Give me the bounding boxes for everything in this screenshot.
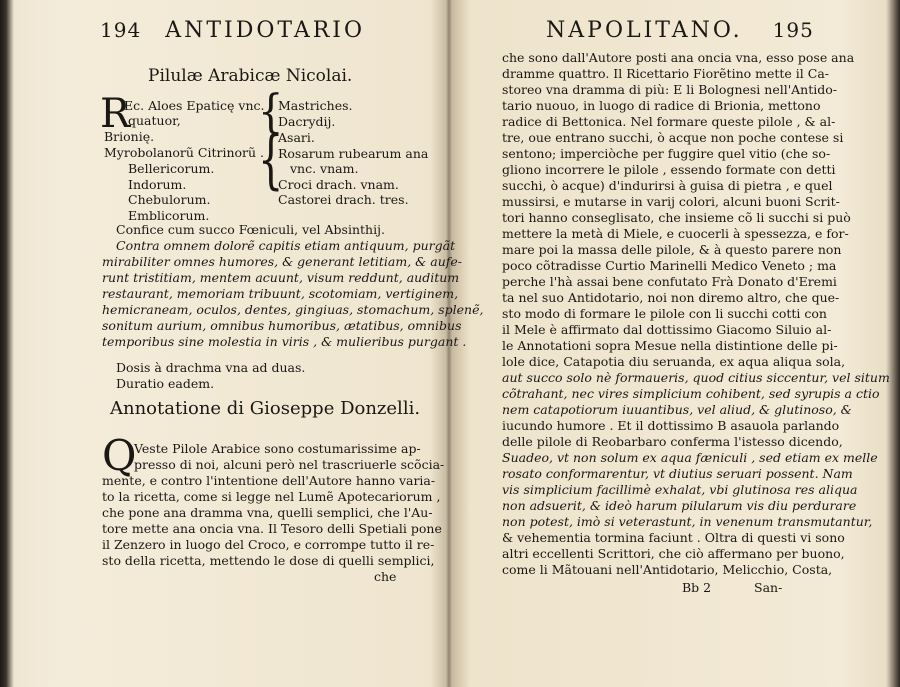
annotation-drop-cap: Q [102, 431, 137, 480]
annotation-line: mente, e contro l'intentione dell'Autore hanno varia- [102, 473, 436, 488]
recipe-right-line: Dacrydij. [278, 114, 336, 129]
left-running-head [100, 18, 365, 43]
body-line: altri eccellenti Scrittori, che ciò affermano per buono, [502, 546, 845, 561]
dosis-line: Dosis à drachma vna ad duas. [116, 360, 306, 375]
body-line: tori hanno conseglisato, che insieme cõ li succhi si può [502, 210, 851, 225]
duratio-line: Duratio eadem. [116, 376, 215, 391]
right-page [450, 0, 900, 687]
body-line-italic: cõtrahant, nec vires simplicium cohibent, sed syrupis a ctio [502, 386, 880, 401]
body-line: perche l'hà assai bene confutato Frà Donato d'Eremi [502, 274, 837, 289]
body-line: iucundo humore . Et il dottissimo B asauola parlando [502, 418, 840, 433]
body-line: sentono; imperciòche per fuggire quel vitio (che so- [502, 146, 831, 161]
left-catchword: che [374, 569, 397, 584]
body-line: storeo vna dramma di più: E li Bolognesi nell'Antido- [502, 82, 838, 97]
confice-line: Confice cum succo Fœniculi, vel Absinthij. [116, 222, 385, 237]
body-line: ta nel suo Antidotario, noi non diremo altro, che que- [502, 290, 840, 305]
recipe-left-line: Brionię. [104, 129, 155, 144]
body-line: mussirsi, e mutarse in varij colori, alcuni buoni Scrit- [502, 194, 840, 209]
recipe-left-line: Bellericorum. [128, 161, 215, 176]
body-line: succhi, ò acque) d'indurirsi à guisa di pietra , e quel [502, 178, 833, 193]
latin-line: sonitum aurium, omnibus humoribus, ætatibus, omnibus [102, 318, 462, 333]
body-line: dramme quattro. Il Ricettario Fiorẽtino mette il Ca- [502, 66, 829, 81]
body-line: mettere la metà di Miele, e cuocerli à spessezza, e for- [502, 226, 849, 241]
right-catchword: San- [754, 580, 783, 595]
latin-line: Contra omnem dolorẽ capitis etiam antiquum, purgãt [116, 238, 456, 253]
annotation-line: to la ricetta, come si legge nel Lumẽ Apotecariorum , [102, 489, 441, 504]
recipe-left-line: Emblicorum. [128, 208, 210, 223]
latin-line: restaurant, memoriam tribuunt, scotomiam, vertiginem, [102, 286, 459, 301]
left-page-number: 194 [100, 18, 142, 42]
recipe-right-line: vnc. vnam. [290, 161, 359, 176]
signature-mark: Bb 2 [682, 580, 712, 595]
body-line: lole dice, Catapotia diu seruanda, ex aqua aliqua sola, [502, 354, 846, 369]
body-line: gliono incorrere le pilole , essendo formate con detti [502, 162, 836, 177]
annotation-line: che pone ana dramma vna, quelli semplici, che l'Au- [102, 505, 433, 520]
recipe-brace: { [258, 85, 284, 139]
body-line-italic: non adsuerit, & ideò harum pilularum vis diu perdurare [502, 498, 857, 513]
annotation-line: presso di noi, alcuni però nel trascriuerle scõcia- [134, 457, 445, 472]
right-head-text: NAPOLITANO. [546, 18, 743, 43]
recipe-right-line: Castorei drach. tres. [278, 192, 409, 207]
right-page-number: 195 [772, 18, 814, 42]
recipe-left-line: Indorum. [128, 177, 187, 192]
body-line-italic: rosato conformarentur, vt diutius seruari possent. Nam [502, 466, 853, 481]
body-line: che sono dall'Autore posti ana oncia vna, esso pose ana [502, 50, 855, 65]
right-running-head [546, 18, 814, 43]
recipe-right-line: Croci drach. vnam. [278, 177, 399, 192]
recipe-left-line: quatuor, [128, 113, 181, 128]
body-line-italic: Suadeo, vt non solum ex aqua fæniculi , sed etiam ex melle [502, 450, 878, 465]
latin-line: hemicraneam, oculos, dentes, gingiuas, stomachum, splenẽ, [102, 302, 484, 317]
annotation-line: sto della ricetta, mettendo le dose di quelli semplici, [102, 553, 435, 568]
recipe-brace: { [258, 123, 284, 197]
body-line: radice di Bettonica. Nel formare queste pilole , & al- [502, 114, 836, 129]
body-line-italic: non potest, imò si veterastunt, in venenum transmutantur, [502, 514, 873, 529]
recipe-title: Pilulæ Arabicæ Nicolai. [148, 66, 353, 86]
recipe-right-line: Rosarum rubearum ana [278, 146, 429, 161]
latin-line: mirabiliter omnes humores, & generant letitiam, & aufe- [102, 254, 463, 269]
annotation-line: tore mette ana oncia vna. Il Tesoro delli Spetiali pone [102, 521, 442, 536]
recipe-left-line: Ec. Aloes Epaticę vnc. [124, 98, 265, 113]
left-head-text: ANTIDOTARIO [165, 18, 366, 43]
recipe-right-line: Asari. [278, 130, 315, 145]
body-line: le Annotationi sopra Mesue nella distintione delle pi- [502, 338, 838, 353]
body-line: tre, oue entrano succhi, ò acque non poche contese si [502, 130, 844, 145]
body-line: mare poi la massa delle pilole, & à questo parere non [502, 242, 842, 257]
annotation-line: il Zenzero in luogo del Croco, e corrompe tutto il re- [102, 537, 435, 552]
recipe-drop-r: R [100, 91, 131, 137]
latin-line: runt tristitiam, mentem acuunt, visum reddunt, auditum [102, 270, 460, 285]
body-line: delle pilole di Reobarbaro conferma l'istesso dicendo, [502, 434, 843, 449]
body-line: il Mele è affirmato dal dottissimo Giacomo Siluio al- [502, 322, 832, 337]
body-line-italic: aut succo solo nè formaueris, quod citius siccentur, vel situm [502, 370, 890, 385]
body-line: come li Mãtouani nell'Antidotario, Melicchio, Costa, [502, 562, 833, 577]
body-line: & vehementia tormina faciunt . Oltra di questi vi sono [502, 530, 845, 545]
body-line: poco cõtradisse Curtio Marinelli Medico Veneto ; ma [502, 258, 837, 273]
annotation-line: Veste Pilole Arabice sono costumarissime ap- [134, 441, 421, 456]
body-line-italic: nem catapotiorum iuuantibus, vel aliud, & glutinoso, & [502, 402, 852, 417]
body-line: tario nuouo, in luogo di radice di Brionia, mettono [502, 98, 821, 113]
body-line: sto modo di formare le pilole con li succhi cotti con [502, 306, 827, 321]
annotation-title: Annotatione di Gioseppe Donzelli. [110, 398, 421, 419]
recipe-right-line: Mastriches. [278, 98, 353, 113]
recipe-left-line: Myrobolanorũ Citrinorũ . [104, 145, 265, 160]
recipe-left-line: Chebulorum. [128, 192, 211, 207]
body-line-italic: vis simplicium facillimè exhalat, vbi glutinosa res aliqua [502, 482, 858, 497]
latin-line: temporibus sine molestia in viris , & mulieribus purgant . [102, 334, 467, 349]
